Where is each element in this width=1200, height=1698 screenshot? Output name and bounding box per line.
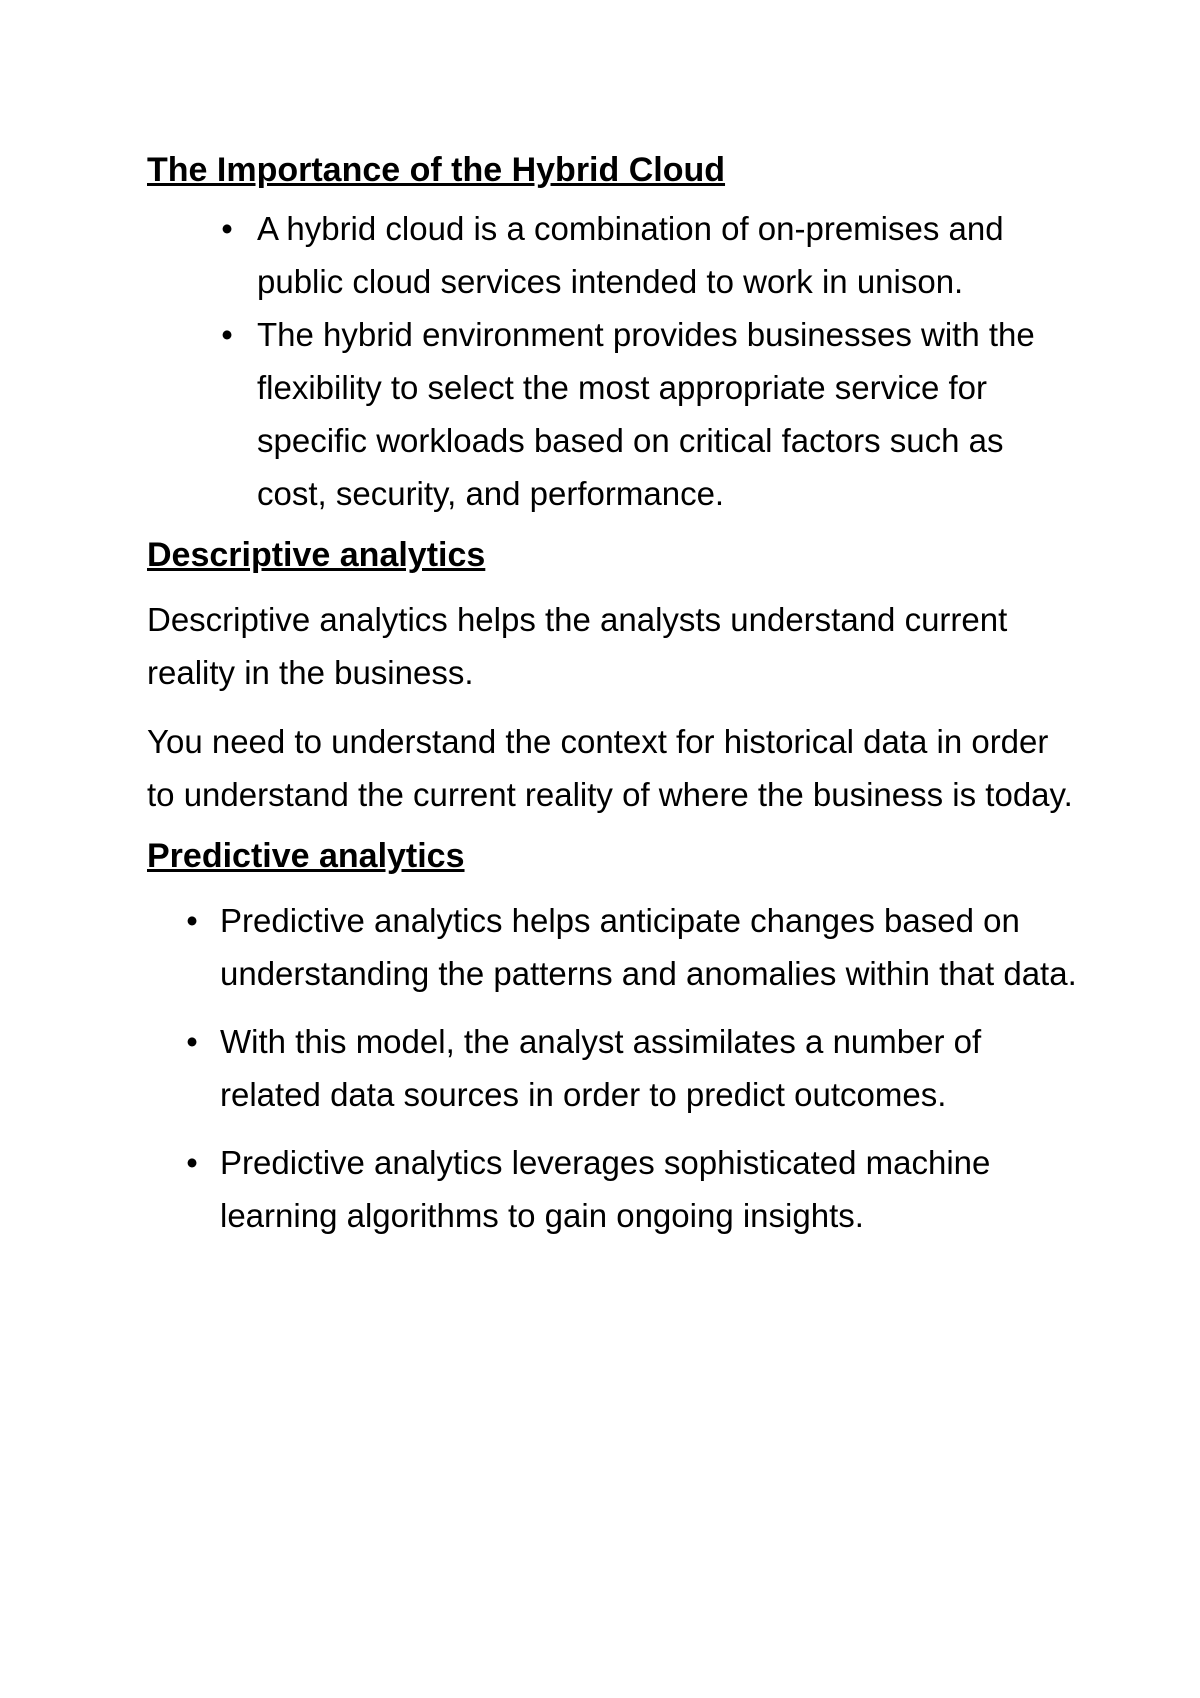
list-item-text: The hybrid environment provides businesses with the flexibility to select the most appropriate service for specific workloads based on critical factors such as cost, security, and performance. (257, 316, 1035, 512)
list-item-text: A hybrid cloud is a combination of on-premises and public cloud services intended to work in unison. (257, 210, 1004, 300)
list-item (147, 894, 1080, 1000)
bullet-icon: • (186, 1144, 198, 1181)
hybrid-cloud-bullet-list (147, 202, 1080, 520)
list-item (147, 308, 1080, 520)
section-heading-descriptive-analytics: Descriptive analytics (147, 536, 486, 574)
list-item-text: Predictive analytics leverages sophisticated machine learning algorithms to gain ongoing insights. (220, 1144, 991, 1234)
bullet-icon: • (221, 316, 233, 353)
list-item (147, 1136, 1080, 1242)
list-item-text: Predictive analytics helps anticipate changes based on understanding the patterns and anomalies within that data. (220, 902, 1077, 992)
bullet-icon: • (186, 902, 198, 939)
predictive-analytics-bullet-list (147, 894, 1080, 1242)
bullet-icon: • (186, 1023, 198, 1060)
bullet-icon: • (221, 210, 233, 247)
section-heading-predictive-analytics: Predictive analytics (147, 837, 465, 875)
list-item-text: With this model, the analyst assimilates a number of related data sources in order to predict outcomes. (220, 1023, 982, 1113)
list-item (147, 1015, 1080, 1121)
section-heading-hybrid-cloud: The Importance of the Hybrid Cloud (147, 151, 726, 189)
paragraph: Descriptive analytics helps the analysts understand current reality in the business. (147, 601, 1008, 691)
list-item (147, 202, 1080, 308)
paragraph: You need to understand the context for historical data in order to understand the current reality of where the business is today. (147, 723, 1073, 813)
